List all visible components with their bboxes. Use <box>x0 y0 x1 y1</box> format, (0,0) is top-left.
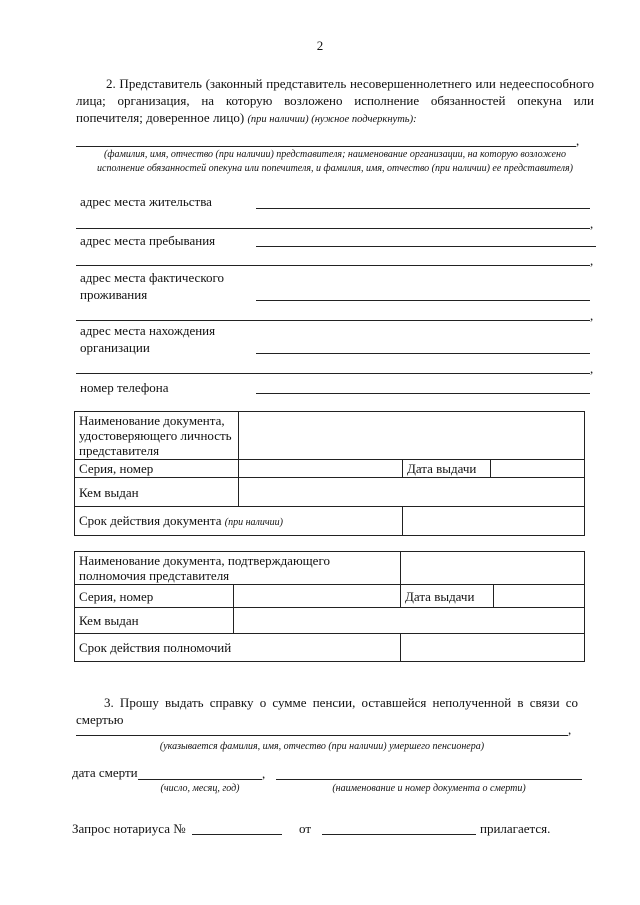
identity-issue-date-label: Дата выдачи <box>403 460 491 478</box>
identity-issued-by-label: Кем выдан <box>75 478 239 507</box>
phone-label: номер телефона <box>80 380 169 395</box>
section-3-text: 3. Прошу выдать справку о сумме пенсии, оставшейся неполученной в связи со смертью <box>76 695 578 727</box>
page-number: 2 <box>316 38 324 53</box>
deceased-caption: (указывается фамилия, имя, отчество (при наличии) умершего пенсионера) <box>159 741 485 752</box>
identity-series-cell[interactable] <box>239 460 403 478</box>
residence-label: адрес места жительства <box>80 194 212 209</box>
death-date-line[interactable] <box>138 779 262 780</box>
comma-mark: , <box>590 361 594 376</box>
residence-line-2[interactable] <box>76 228 590 229</box>
authority-doc-name-label: Наименование документа, подтверждающего полномочия представителя <box>75 552 401 585</box>
authority-issue-date-cell[interactable] <box>494 585 585 608</box>
identity-validity-text: Срок действия документа <box>79 513 222 528</box>
identity-validity-cell[interactable] <box>403 507 585 536</box>
section-2-text <box>76 75 594 126</box>
identity-document-table <box>74 411 585 536</box>
org-address-label-1: адрес места нахождения <box>80 323 216 338</box>
section-2-body: 2. Представитель (законный представитель несовершеннолетнего или недееспособного лица; организация, на которую возложено исполнение обязанностей опекуна или попечителя; доверенное лицо) <box>76 76 594 125</box>
comma-mark: , <box>590 216 594 231</box>
actual-residence-line-2[interactable] <box>76 320 590 321</box>
authority-series-cell[interactable] <box>234 585 401 608</box>
residence-line-1[interactable] <box>256 208 590 209</box>
authority-doc-name-cell[interactable] <box>401 552 585 585</box>
date-caption: (число, месяц, год) <box>160 783 240 794</box>
attached-label: прилагается. <box>480 821 551 836</box>
authority-validity-label: Срок действия полномочий <box>75 634 401 662</box>
org-address-line-2[interactable] <box>76 373 590 374</box>
org-address-line-1[interactable] <box>256 353 590 354</box>
identity-validity-label <box>75 507 403 536</box>
comma-mark: , <box>576 133 580 148</box>
authority-document-table <box>74 551 585 662</box>
comma-mark: , <box>568 722 572 737</box>
notary-date-line[interactable] <box>322 834 476 835</box>
representative-name-line[interactable] <box>76 146 576 147</box>
identity-issued-by-cell[interactable] <box>239 478 585 507</box>
notary-request-label: Запрос нотариуса № <box>72 821 186 836</box>
phone-line[interactable] <box>256 393 590 394</box>
notary-from-label: от <box>299 821 312 836</box>
death-document-line[interactable] <box>276 779 582 780</box>
comma-mark: , <box>590 253 594 268</box>
identity-series-label: Серия, номер <box>75 460 239 478</box>
death-document-caption: (наименование и номер документа о смерти) <box>332 783 526 794</box>
comma-mark: , <box>590 308 594 323</box>
actual-residence-line-1[interactable] <box>256 300 590 301</box>
identity-doc-name-label: Наименование документа, удостоверяющего личность представителя <box>75 412 239 460</box>
actual-residence-label-1: адрес места фактического <box>80 270 224 285</box>
stay-line-2[interactable] <box>76 265 590 266</box>
authority-issue-date-label: Дата выдачи <box>401 585 494 608</box>
actual-residence-label-2: проживания <box>80 287 148 302</box>
identity-doc-name-cell[interactable] <box>239 412 585 460</box>
authority-issued-by-cell[interactable] <box>234 608 585 634</box>
identity-validity-hint: (при наличии) <box>224 517 284 528</box>
authority-series-label: Серия, номер <box>75 585 234 608</box>
authority-validity-cell[interactable] <box>401 634 585 662</box>
death-date-label: дата смерти <box>72 765 138 780</box>
section-2-hint: (при наличии) (нужное подчеркнуть): <box>247 114 417 125</box>
comma-mark: , <box>262 766 266 781</box>
authority-issued-by-label: Кем выдан <box>75 608 234 634</box>
deceased-name-line[interactable] <box>76 735 568 736</box>
identity-issue-date-cell[interactable] <box>491 460 585 478</box>
org-address-label-2: организации <box>80 340 150 355</box>
notary-number-line[interactable] <box>192 834 282 835</box>
representative-caption-2: исполнение обязанностей опекуна или попечителя, и фамилия, имя, отчество (при наличии) ее представителя) <box>97 163 573 174</box>
stay-line-1[interactable] <box>256 246 596 247</box>
representative-caption-1: (фамилия, имя, отчество (при наличии) представителя; наименование организации, на которую возложено <box>104 149 566 160</box>
stay-label: адрес места пребывания <box>80 233 216 248</box>
